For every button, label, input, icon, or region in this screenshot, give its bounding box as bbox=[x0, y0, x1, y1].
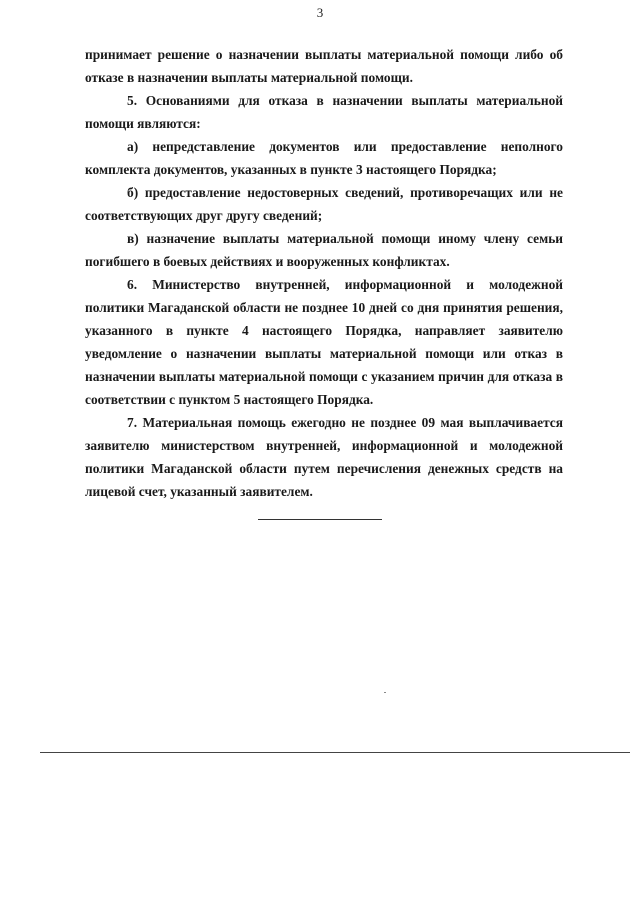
page-number: 3 bbox=[316, 5, 324, 20]
paragraph-item-5b: б) предоставление недостоверных сведений, противоречащих или не соответствующих друг другу сведений; bbox=[85, 185, 563, 223]
end-separator-line bbox=[258, 519, 382, 520]
document-body bbox=[85, 43, 563, 503]
bottom-rule-line bbox=[40, 752, 630, 753]
paragraph-item-5a: а) непредставление документов или предоставление неполного комплекта документов, указанных в пункте 3 настоящего Порядка; bbox=[85, 139, 563, 177]
paragraph-continuation: принимает решение о назначении выплаты материальной помощи либо об отказе в назначении выплаты материальной помощи. bbox=[85, 47, 563, 85]
paragraph-item-5: 5. Основаниями для отказа в назначении выплаты материальной помощи являются: bbox=[85, 93, 563, 131]
paragraph-item-6: 6. Министерство внутренней, информационной и молодежной политики Магаданской области не позднее 10 дней со дня принятия решения, указанного в пункте 4 настоящего Порядка, направляет заявителю уведомление о назначении выплаты материальной помощи или отказ в назначении выплаты материальной помощи с указанием причин для отказа в соответствии с пунктом 5 настоящего Порядка. bbox=[85, 277, 563, 407]
paragraph-item-5c: в) назначение выплаты материальной помощи иному члену семьи погибшего в боевых действиях и вооруженных конфликтах. bbox=[85, 231, 563, 269]
scan-speck bbox=[384, 692, 386, 693]
paragraph-item-7: 7. Материальная помощь ежегодно не позднее 09 мая выплачивается заявителю министерством внутренней, информационной и молодежной политики Магаданской области путем перечисления денежных средств на лицевой счет, указанный заявителем. bbox=[85, 415, 563, 499]
